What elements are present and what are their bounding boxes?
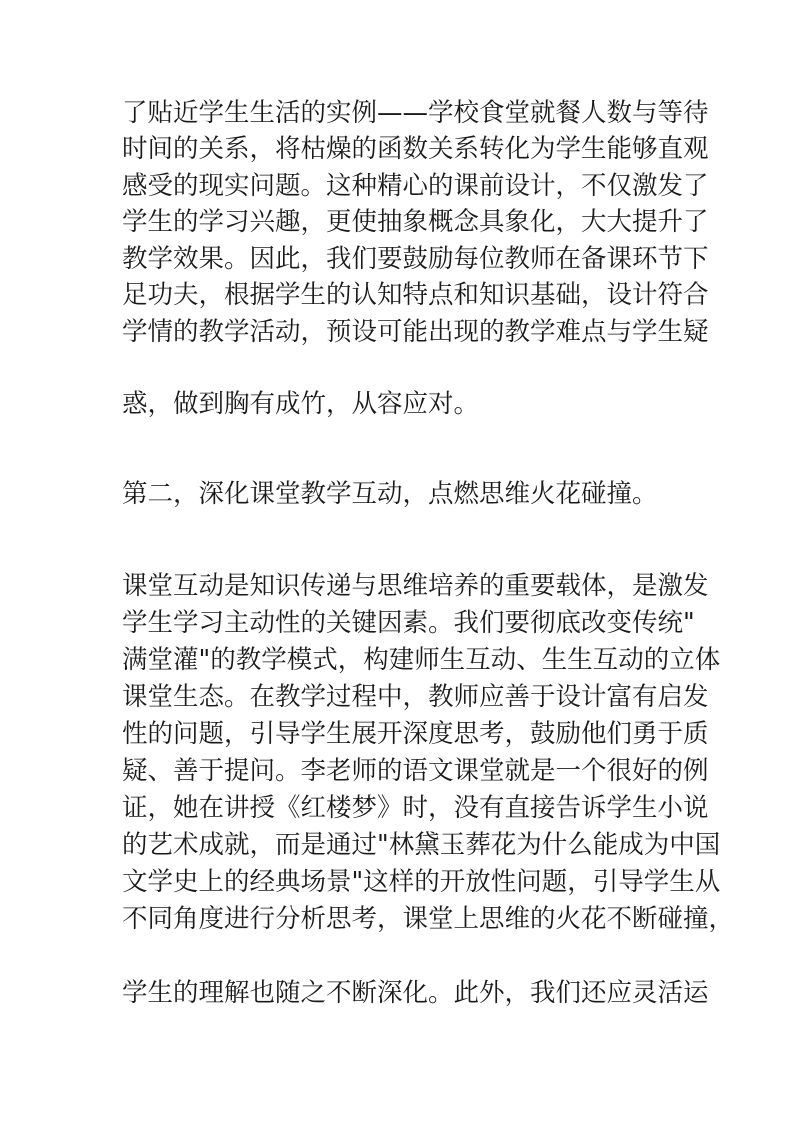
text-line: 学情的教学活动，预设可能出现的教学难点与学生疑	[122, 317, 709, 347]
text-line: 足功夫，根据学生的认知特点和知识基础，设计符合	[122, 280, 709, 310]
text-line: 课堂互动是知识传递与思维培养的重要载体，是激发	[122, 571, 709, 601]
text-line: 性的问题，引导学生展开深度思考，鼓励他们勇于质	[122, 719, 709, 749]
text-line: 感受的现实问题。这种精心的课前设计，不仅激发了	[122, 171, 709, 201]
text-line: 的艺术成就，而是通过"林黛玉葬花为什么能成为中国	[122, 830, 721, 860]
text-line: 学生学习主动性的关键因素。我们要彻底改变传统"	[122, 608, 695, 638]
text-line: 学生的学习兴趣，更使抽象概念具象化，大大提升了	[122, 207, 709, 237]
text-line: 满堂灌"的教学模式，构建师生互动、生生互动的立体	[122, 645, 721, 675]
text-line: 不同角度进行分析思考，课堂上思维的火花不断碰撞，	[122, 904, 735, 934]
text-line: 了贴近学生生活的实例——学校食堂就餐人数与等待	[122, 98, 709, 128]
text-line: 时间的关系，将枯燥的函数关系转化为学生能够直观	[122, 134, 709, 164]
text-line: 惑，做到胸有成竹，从容应对。	[122, 389, 480, 419]
text-line: 教学效果。因此，我们要鼓励每位教师在备课环节下	[122, 244, 709, 274]
text-line: 学生的理解也随之不断深化。此外，我们还应灵活运	[122, 978, 709, 1008]
section-heading: 第二，深化课堂教学互动，点燃思维火花碰撞。	[122, 479, 658, 509]
text-line: 证，她在讲授《红楼梦》时，没有直接告诉学生小说	[122, 793, 709, 823]
text-line: 疑、善于提问。李老师的语文课堂就是一个很好的例	[122, 756, 709, 786]
text-line: 课堂生态。在教学过程中，教师应善于设计富有启发	[122, 682, 709, 712]
text-line: 文学史上的经典场景"这样的开放性问题，引导学生从	[122, 867, 721, 897]
